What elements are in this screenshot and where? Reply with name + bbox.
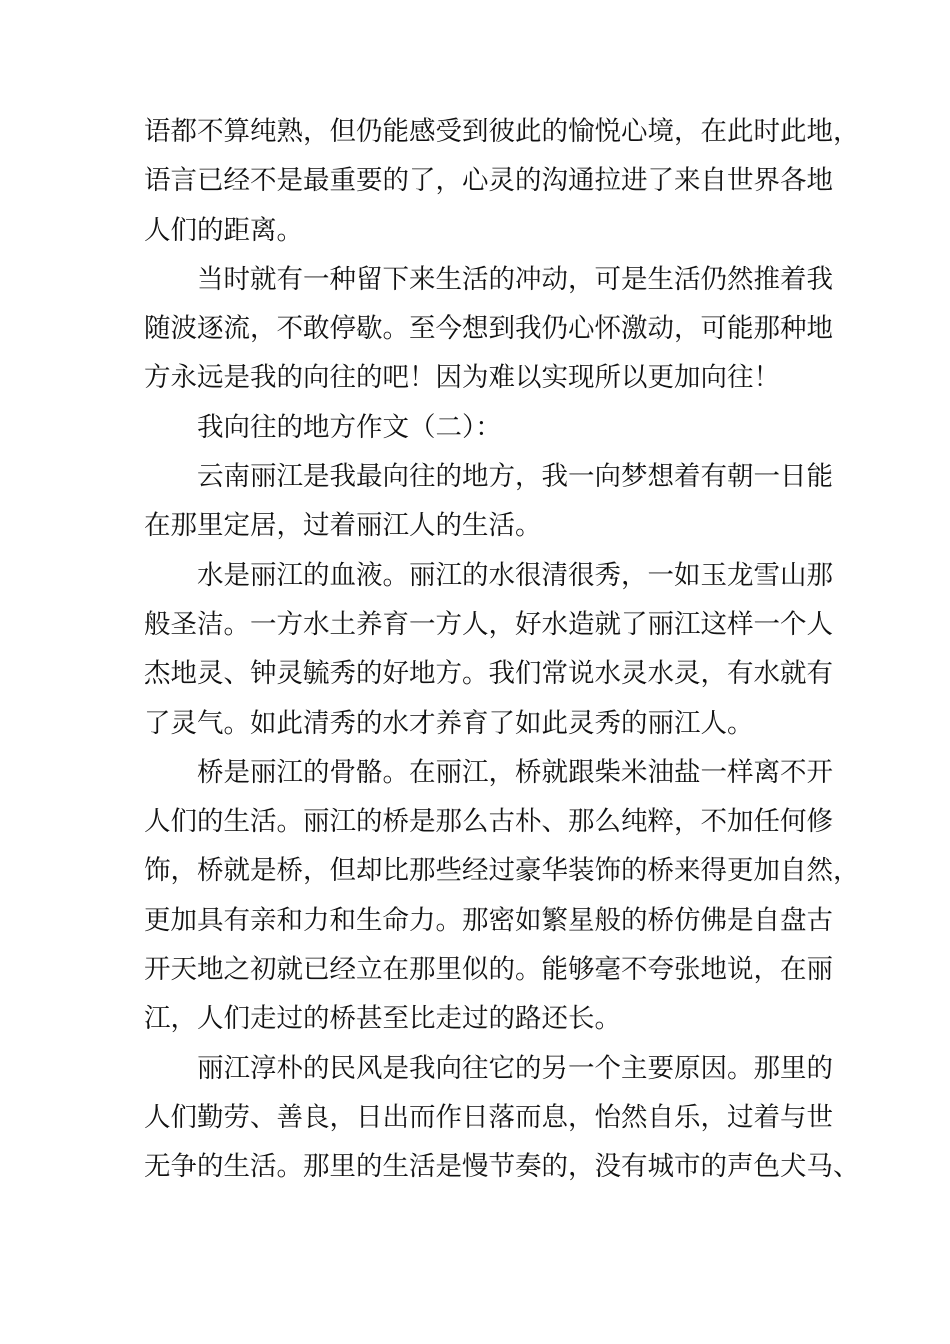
text-line: 开天地之初就已经立在那里似的。能够毫不夸张地说，在丽 [144, 954, 833, 986]
paragraph-first-line: 云南丽江是我最向往的地方，我一向梦想着有朝一日能 [197, 461, 833, 493]
text-line: 饰，桥就是桥，但却比那些经过豪华装饰的桥来得更加自然， [144, 855, 860, 887]
text-line: 般圣洁。一方水土养育一方人，好水造就了丽江这样一个人 [144, 608, 833, 640]
paragraph-first-line: 水是丽江的血液。丽江的水很清很秀，一如玉龙雪山那 [197, 559, 833, 591]
text-line: 语言已经不是最重要的了，心灵的沟通拉进了来自世界各地 [144, 165, 833, 197]
text-line: 人们的距离。 [144, 214, 303, 246]
text-line: 人们勤劳、善良，日出而作日落而息，怡然自乐，过着与世 [144, 1101, 833, 1133]
paragraph-first-line: 丽江淳朴的民风是我向往它的另一个主要原因。那里的 [197, 1052, 833, 1084]
text-line: 了灵气。如此清秀的水才养育了如此灵秀的丽江人。 [144, 707, 754, 739]
text-line: 无争的生活。那里的生活是慢节奏的，没有城市的声色犬马、 [144, 1151, 860, 1183]
text-line: 语都不算纯熟，但仍能感受到彼此的愉悦心境，在此时此地， [144, 116, 860, 147]
text-line: 在那里定居，过着丽江人的生活。 [144, 510, 542, 542]
paragraph-first-line: 当时就有一种留下来生活的冲动，可是生活仍然推着我 [197, 263, 833, 295]
section-heading: 我向往的地方作文（二）： [197, 411, 502, 443]
text-line: 江，人们走过的桥甚至比走过的路还长。 [144, 1003, 621, 1035]
essay-body [144, 107, 860, 1192]
paragraph-first-line: 桥是丽江的骨骼。在丽江，桥就跟柴米油盐一样离不开 [197, 756, 833, 788]
text-line: 方永远是我的向往的吧！因为难以实现所以更加向往！ [144, 362, 780, 394]
text-line: 人们的生活。丽江的桥是那么古朴、那么纯粹，不加任何修 [144, 806, 833, 838]
text-line: 更加具有亲和力和生命力。那密如繁星般的桥仿佛是自盘古 [144, 904, 833, 936]
text-line: 随波逐流，不敢停歇。至今想到我仍心怀激动，可能那种地 [144, 313, 833, 345]
text-line: 杰地灵、钟灵毓秀的好地方。我们常说水灵水灵，有水就有 [144, 658, 833, 690]
